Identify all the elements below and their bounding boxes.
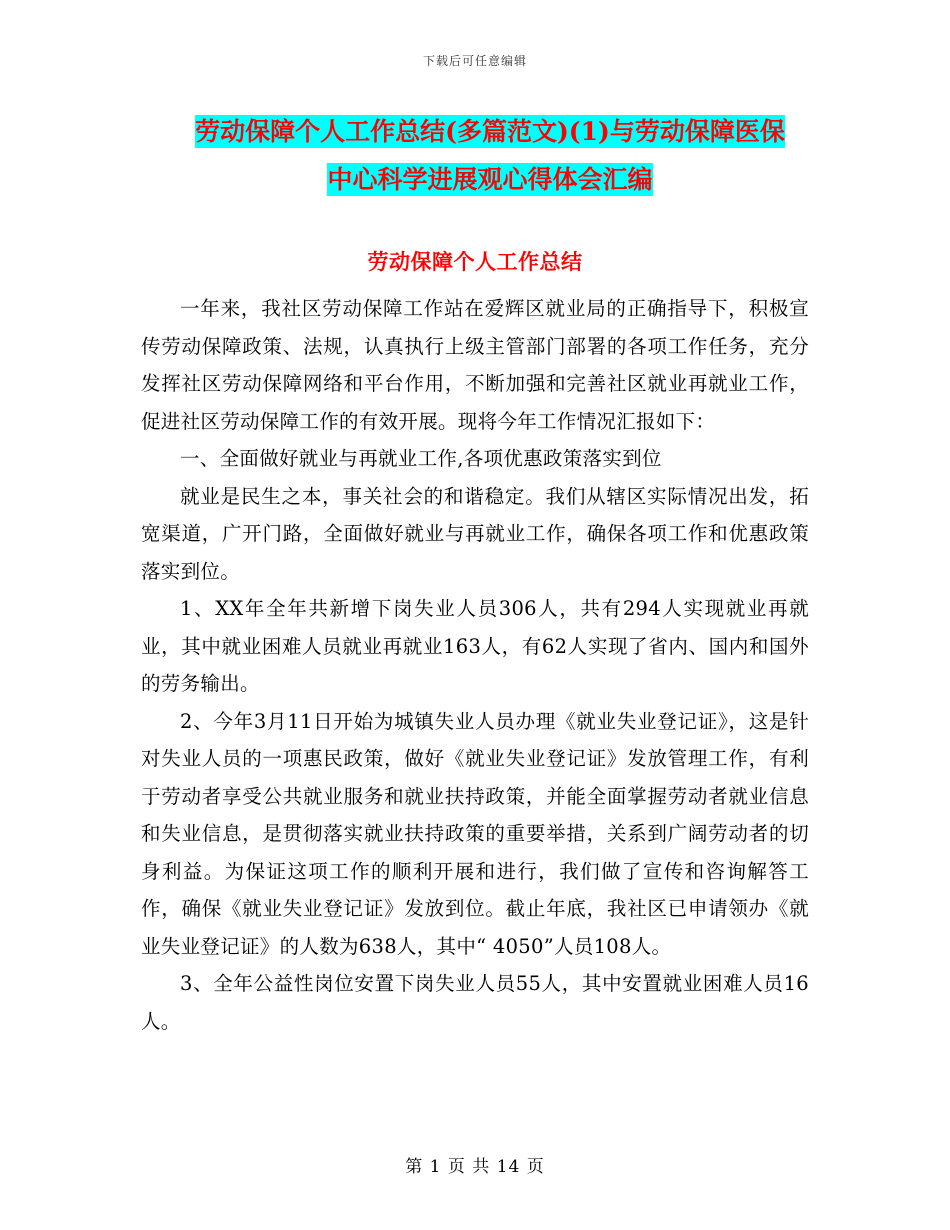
section-title: 劳动保障个人工作总结 [367, 249, 583, 274]
body-text [141, 290, 809, 1040]
page-footer: 第 1 页 共 14 页 [405, 1157, 545, 1177]
paragraph-item-1: 1、XX年全年共新增下岗失业人员306人，共有294人实现就业再就业，其中就业困难人员就业再就业163人，有62人实现了省内、国内和国外的劳务输出。 [141, 597, 809, 695]
document-title-line-2: 中心科学进展观心得体会汇编 [327, 165, 653, 194]
document-title [140, 108, 840, 204]
paragraph-heading-1: 一、全面做好就业与再就业工作,各项优惠政策落实到位 [180, 447, 662, 470]
paragraph-item-3: 3、全年公益性岗位安置下岗失业人员55人，其中安置就业困难人员16人。 [141, 972, 809, 1033]
paragraph-intro: 一年来，我社区劳动保障工作站在爱辉区就业局的正确指导下，积极宣传劳动保障政策、法规，认真执行上级主管部门部署的各项工作任务，充分发挥社区劳动保障网络和平台作用，不断加强和完善社区就业再就业工作，促进社区劳动保障工作的有效开展。现将今年工作情况汇报如下： [141, 297, 809, 433]
document-title-line-1: 劳动保障个人工作总结(多篇范文)(1)与劳动保障医保 [195, 117, 785, 146]
header-note: 下载后可任意编辑 [422, 54, 527, 68]
paragraph-employment: 就业是民生之本，事关社会的和谐稳定。我们从辖区实际情况出发，拓宽渠道，广开门路，全面做好就业与再就业工作，确保各项工作和优惠政策落实到位。 [141, 484, 809, 583]
paragraph-item-2: 2、今年3月11日开始为城镇失业人员办理《就业失业登记证》，这是针对失业人员的一项惠民政策，做好《就业失业登记证》发放管理工作，有利于劳动者享受公共就业服务和就业扶持政策，并能全面掌握劳动者就业信息和失业信息，是贯彻落实就业扶持政策的重要举措，关系到广阔劳动者的切身利益。为保证这项工作的顺利开展和进行，我们做了宣传和咨询解答工作，确保《就业失业登记证》发放到位。截止年底，我社区已申请领办《就业失业登记证》的人数为638人，其中“ 4050”人员108人。 [141, 709, 809, 958]
